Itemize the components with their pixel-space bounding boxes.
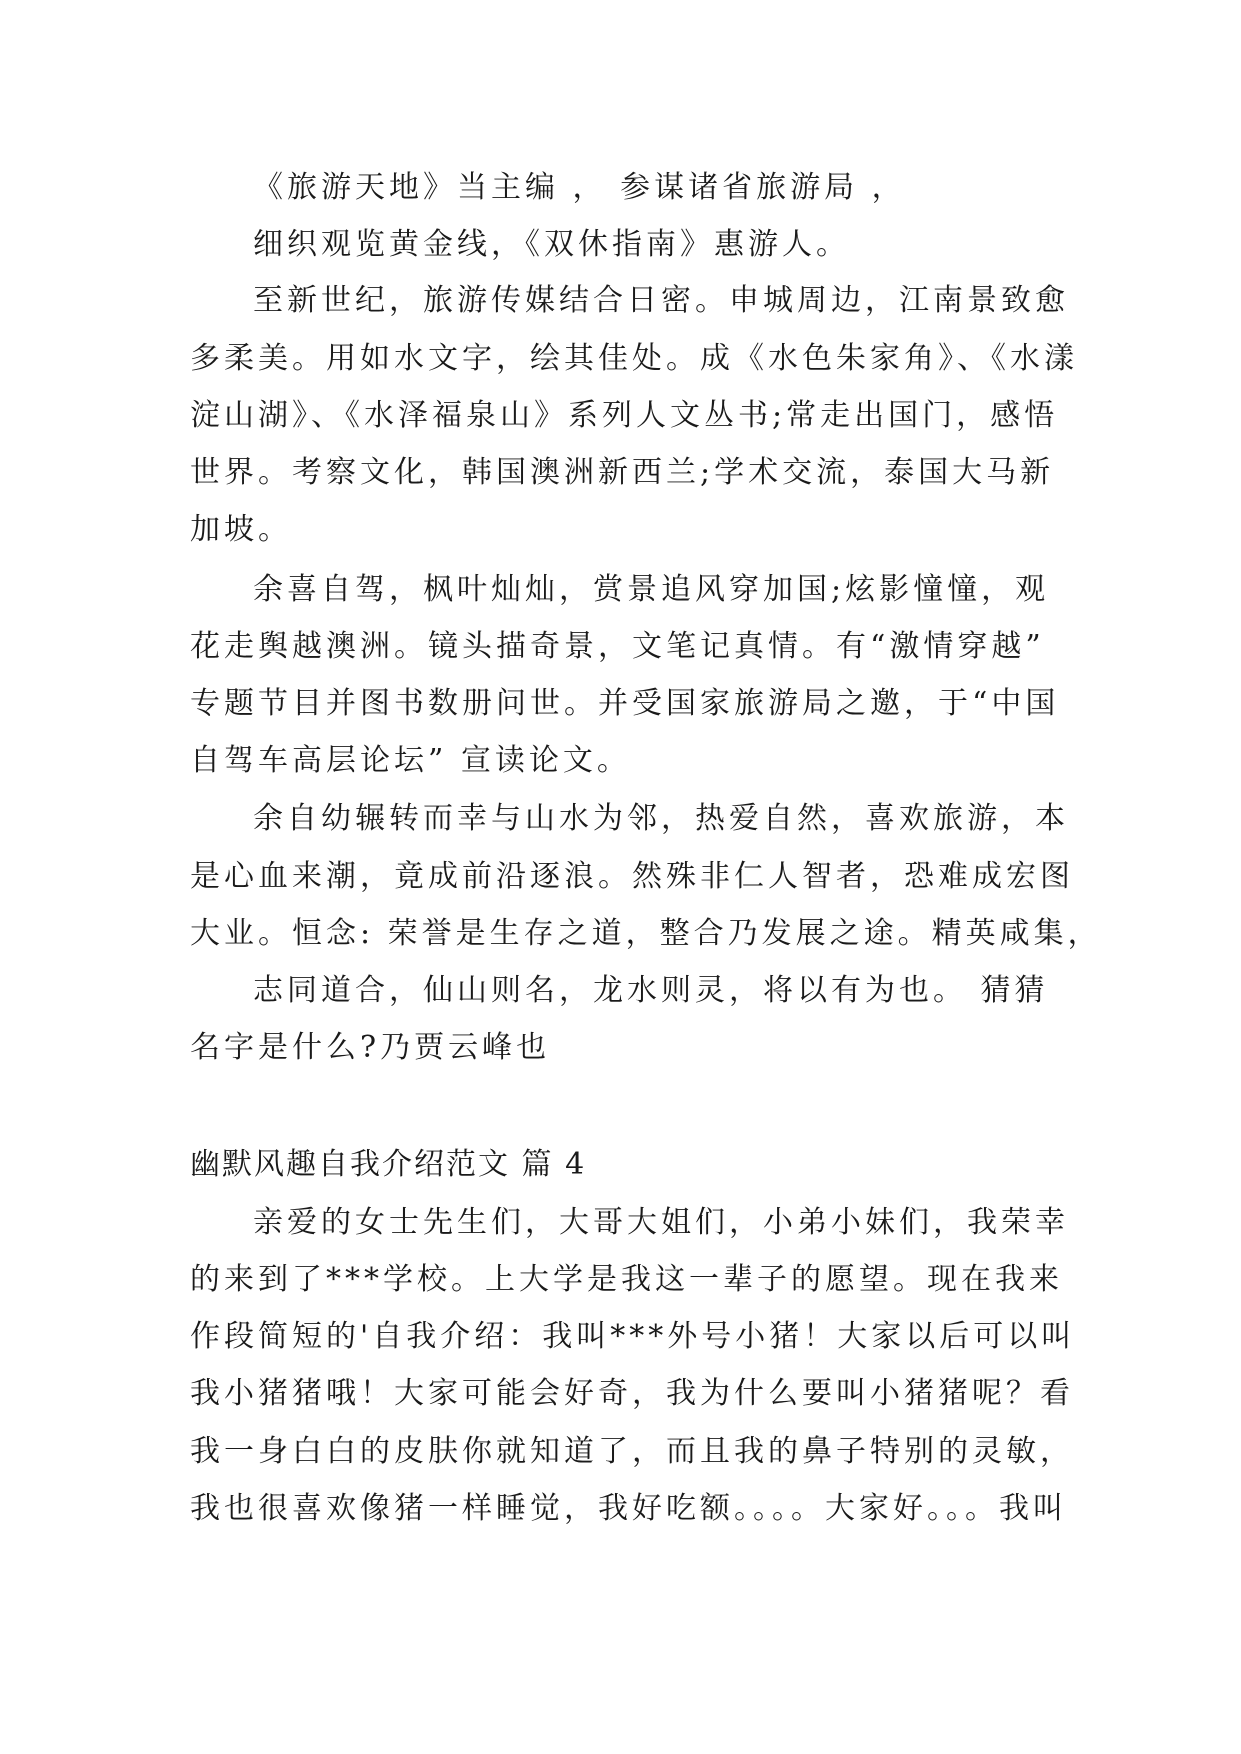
text-line: 细织观览黄金线，《双休指南》惠游人。 [253,227,850,262]
text-line: 作段简短的'自我介绍：我叫***外号小猪！大家以后可以叫 [190,1319,1076,1354]
text-line: 专题节目并图书数册问世。并受国家旅游局之邀，于“中国 [190,686,1060,721]
text-line: 志同道合，仙山则名，龙水则灵，将以有为也。 猜猜 [253,973,1049,1008]
text-line: 《旅游天地》当主编 ， 参谋诸省旅游局 ， [253,170,906,205]
section-heading: 幽默风趣自我介绍范文 篇 4 [190,1147,587,1182]
text-line: 的来到了***学校。上大学是我这一辈子的愿望。现在我来 [190,1262,1063,1297]
text-line: 世界。考察文化，韩国澳洲新西兰;学术交流，泰国大马新 [190,455,1055,490]
text-line: 我也很喜欢像猪一样睡觉，我好吃额。。。。大家好。。。我叫 [190,1491,1067,1526]
text-line: 加坡。 [190,512,292,547]
text-line: 我小猪猪哦！大家可能会好奇，我为什么要叫小猪猪呢？看 [190,1376,1074,1411]
text-line: 是心血来潮，竟成前沿逐浪。然殊非仁人智者，恐难成宏图 [190,859,1074,894]
text-line: 淀山湖》、《水泽福泉山》系列人文丛书;常走出国门，感悟 [190,398,1059,433]
text-line: 亲爱的女士先生们，大哥大姐们，小弟小妹们，我荣幸 [253,1205,1069,1240]
text-line: 自驾车高层论坛” 宣读论文。 [190,743,631,778]
text-line: 大业。恒念: 荣誉是生存之道，整合乃发展之途。精英咸集， [190,916,1102,951]
text-line: 多柔美。用如水文字，绘其佳处。成《水色朱家角》、《水漾 [190,341,1078,376]
text-line: 名字是什么?乃贾云峰也 [190,1030,551,1065]
text-line: 余自幼辗转而幸与山水为邻，热爱自然，喜欢旅游，本 [253,801,1069,836]
text-line: 至新世纪，旅游传媒结合日密。申城周边，江南景致愈 [253,283,1069,318]
text-line: 花走舆越澳洲。镜头描奇景，文笔记真情。有“激情穿越” [190,629,1045,664]
text-line: 余喜自驾，枫叶灿灿，赏景追风穿加国;炫影憧憧，观 [253,572,1050,607]
text-line: 我一身白白的皮肤你就知道了，而且我的鼻子特别的灵敏， [190,1434,1074,1469]
